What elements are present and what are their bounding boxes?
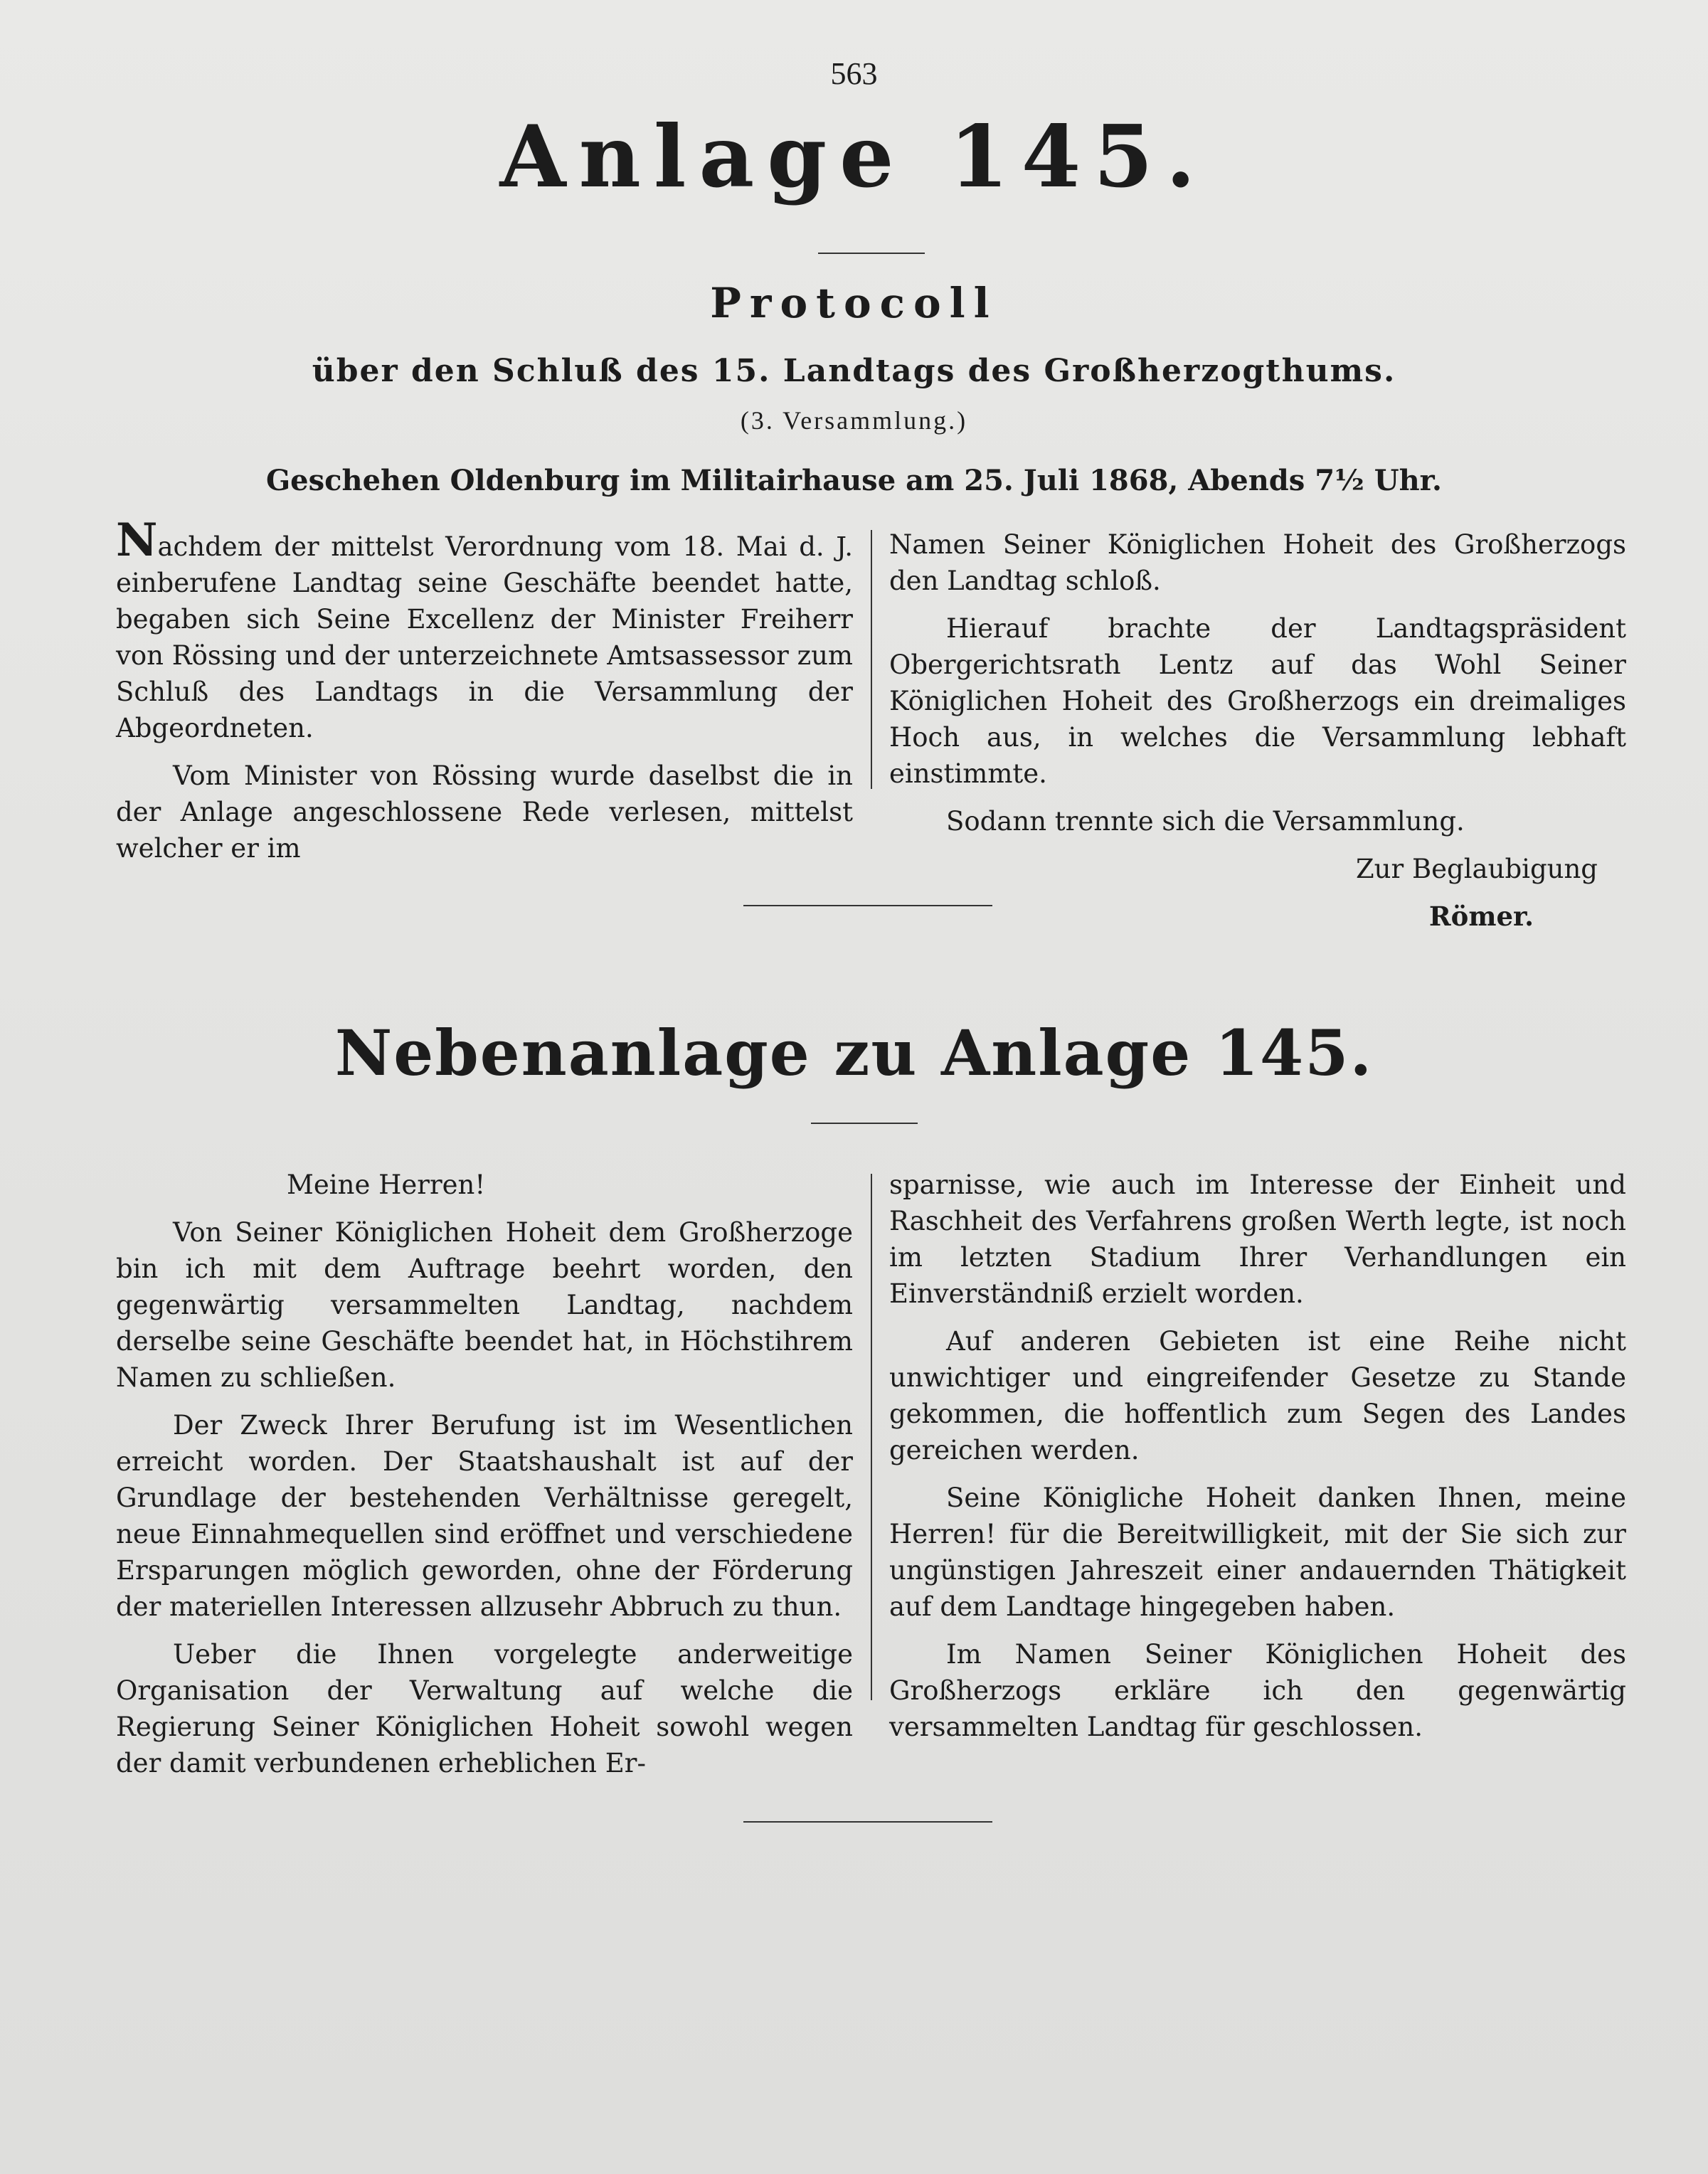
salutation: Meine Herren!: [287, 1170, 486, 1200]
speech-paragraph-2: Der Zweck Ihrer Berufung ist im Wesentlichen erreicht worden. Der Staatshaushalt ist auf der Grundlage der bestehenden Verhältnisse geregelt, neue Einnahmequellen sind eröffnet und verschiedene Ersparungen möglich geworden, ohne der Förderung der materiellen Interessen allzusehr Abbruch zu thun.: [116, 1410, 853, 1622]
section-rule: [743, 905, 992, 906]
column-divider-2: [871, 1174, 872, 1700]
speech-paragraph-6: Seine Königliche Hoheit danken Ihnen, meine Herren! für die Bereitwilligkeit, mit der Sie sich zur ungünstigen Jahreszeit einer andauernden Thätigkeit auf dem Landtage hingegeben haben.: [889, 1483, 1626, 1622]
speech-paragraph-1: Von Seiner Königlichen Hoheit dem Großherzoge bin ich mit dem Auftrage beehrt worden, den gegenwärtig versammelten Landtag, nachdem derselbe seine Geschäfte beendet hat, in Höchstihrem Namen zu schließen.: [116, 1217, 853, 1393]
page-number: 563: [830, 56, 878, 91]
end-rule: [743, 1821, 992, 1823]
protocol-subtitle: über den Schluß des 15. Landtags des Großherzogthums.: [312, 353, 1396, 389]
attestation: Zur Beglaubigung: [1355, 854, 1598, 884]
protocol-heading: Protocoll: [710, 279, 998, 327]
supplement-title: Nebenanlage zu Anlage 145.: [334, 1016, 1374, 1090]
protocol-left-column: [116, 514, 853, 878]
supplement-right-column: [889, 1167, 1626, 1756]
speech-paragraph-5: Auf anderen Gebieten ist eine Reihe nicht unwichtiger und eingreifender Gesetze zu Stande gekommen, die hoffentlich zum Segen des Landes gereichen werden.: [889, 1326, 1626, 1465]
drop-capital: N: [116, 514, 158, 567]
divider-rule: [818, 253, 925, 254]
protocol-paragraph-3: Namen Seiner Königlichen Hoheit des Großherzogs den Landtag schloß.: [889, 529, 1626, 596]
column-divider: [871, 530, 872, 789]
protocol-place-date: Geschehen Oldenburg im Militairhause am 25. Juli 1868, Abends 7½ Uhr.: [266, 464, 1442, 497]
speech-paragraph-4: sparnisse, wie auch im Interesse der Einheit und Raschheit des Verfahrens großen Werth legte, ist noch im letzten Stadium Ihrer Verhandlungen ein Einverständniß erzielt worden.: [889, 1170, 1626, 1309]
protocol-paragraph-2: Vom Minister von Rössing wurde daselbst die in der Anlage angeschlossene Rede verlesen, mittelst welcher er im: [116, 760, 853, 864]
signature: Römer.: [1428, 901, 1534, 932]
annex-title: Anlage 145.: [499, 107, 1209, 207]
speech-paragraph-3: Ueber die Ihnen vorgelegte anderweitige Organisation der Verwaltung auf welche die Regierung Seiner Königlichen Hoheit sowohl wegen der damit verbundenen erheblichen Er-: [116, 1639, 853, 1778]
protocol-assembly: (3. Versammlung.): [740, 406, 968, 435]
speech-paragraph-7: Im Namen Seiner Königlichen Hoheit des Großherzogs erkläre ich den gegenwärtig versammelten Landtag für geschlossen.: [889, 1639, 1626, 1742]
supplement-left-column: [116, 1167, 853, 1793]
protocol-paragraph-4: Hierauf brachte der Landtagspräsident Obergerichtsrath Lentz auf das Wohl Seiner Königlichen Hoheit des Großherzogs ein dreimaliges Hoch aus, in welches die Versammlung lebhaft einstimmte.: [889, 613, 1626, 789]
protocol-right-column: [889, 526, 1626, 946]
divider-rule-2: [811, 1123, 918, 1124]
protocol-paragraph-5: Sodann trennte sich die Versammlung.: [946, 806, 1465, 837]
protocol-paragraph-1: Nachdem der mittelst Verordnung vom 18. Mai d. J. einberufene Landtag seine Geschäfte beendet hatte, begaben sich Seine Excellenz der Minister Freiherr von Rössing und der unterzeichnete Amtsassessor zum Schluß des Landtags in die Versammlung der Abgeordneten.: [116, 514, 853, 743]
